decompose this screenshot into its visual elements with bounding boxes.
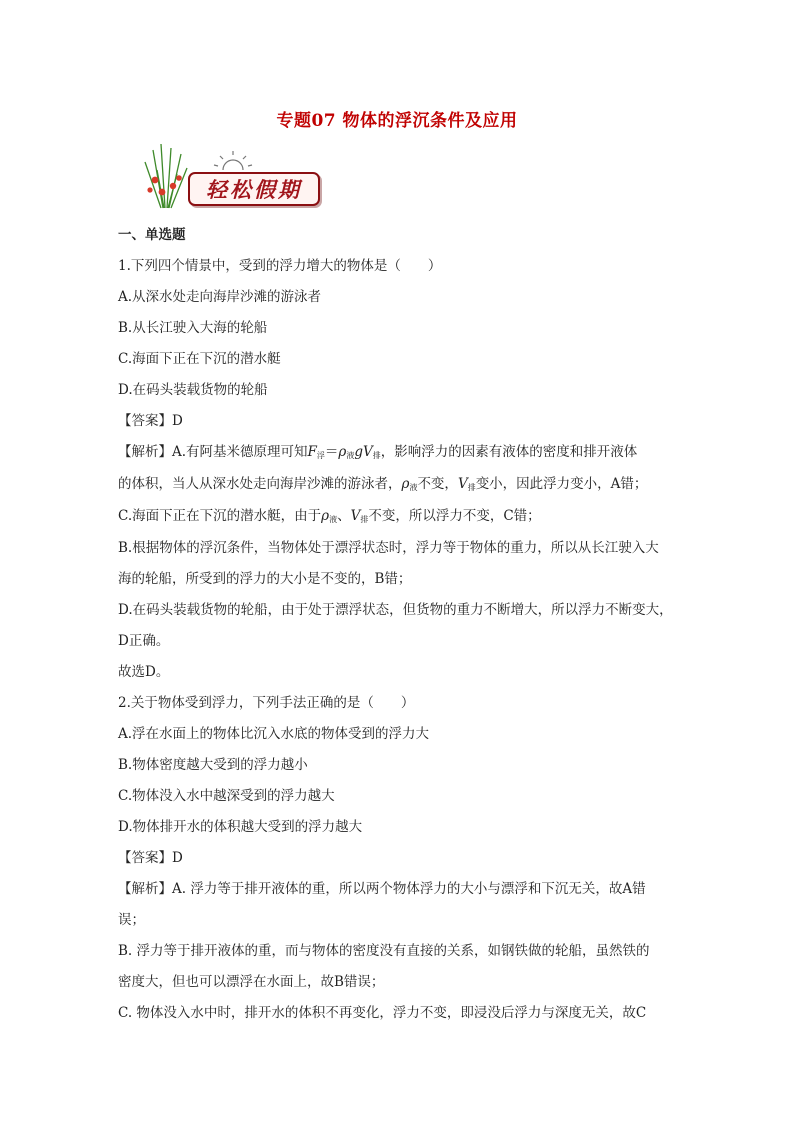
question-1-analysis-line: D正确。 bbox=[118, 633, 170, 649]
question-1-option-a: A.从深水处走向海岸沙滩的游泳者 bbox=[118, 289, 322, 305]
question-1-option-d: D.在码头装载货物的轮船 bbox=[118, 382, 268, 398]
question-2-option-d: D.物体排开水的体积越大受到的浮力越大 bbox=[118, 819, 363, 835]
holiday-banner: 轻松假期 bbox=[188, 172, 320, 206]
question-1-option-b: B.从长江驶入大海的轮船 bbox=[118, 320, 268, 336]
question-2-option-c: C.物体没入水中越深受到的浮力越大 bbox=[118, 788, 335, 804]
question-1-option-c: C.海面下正在下沉的潜水艇 bbox=[118, 351, 281, 367]
question-1-analysis-line: D.在码头装载货物的轮船，由于处于漂浮状态，但货物的重力不断增大，所以浮力不断变大， bbox=[118, 602, 673, 618]
question-2-analysis-line: B. 浮力等于排开液体的重，而与物体的密度没有直接的关系，如钢铁做的轮船，虽然铁的 bbox=[118, 943, 650, 959]
section-heading: 一、单选题 bbox=[118, 227, 186, 243]
question-1-analysis-line: 的体积，当人从深水处走向海岸沙滩的游泳者，ρ液不变，V排变小，因此浮力变小，A错； bbox=[118, 476, 648, 492]
question-2-analysis-line: C. 物体没入水中时，排开水的体积不再变化，浮力不变，即浸没后浮力与深度无关，故C bbox=[118, 1005, 647, 1021]
question-1-answer: 【答案】D bbox=[118, 413, 183, 429]
question-2-analysis-line: 密度大，但也可以漂浮在水面上，故B错误； bbox=[118, 974, 385, 990]
question-1-analysis-line: C.海面下正在下沉的潜水艇，由于ρ液、V排不变，所以浮力不变，C错； bbox=[118, 508, 541, 524]
question-2-analysis-line: 【解析】A. 浮力等于排开液体的重，所以两个物体浮力的大小与漂浮和下沉无关，故A错 bbox=[118, 881, 646, 897]
question-content bbox=[118, 220, 674, 1029]
question-2-stem: 2.关于物体受到浮力，下列手法正确的是（ ） bbox=[118, 695, 415, 711]
question-1-analysis-line: 海的轮船，所受到的浮力的大小是不变的，B错； bbox=[118, 571, 412, 587]
question-2-option-b: B.物体密度越大受到的浮力越小 bbox=[118, 757, 308, 773]
question-1-analysis-line: B.根据物体的浮沉条件，当物体处于漂浮状态时，浮力等于物体的重力，所以从长江驶入大 bbox=[118, 540, 659, 556]
question-2-answer: 【答案】D bbox=[118, 850, 183, 866]
question-2-option-a: A.浮在水面上的物体比沉入水底的物体受到的浮力大 bbox=[118, 726, 430, 742]
question-1-stem: 1.下列四个情景中，受到的浮力增大的物体是（ ） bbox=[118, 258, 442, 274]
question-2-analysis-line: 误； bbox=[118, 912, 145, 928]
question-1-conclusion: 故选D。 bbox=[118, 664, 170, 680]
page-title: 专题07 物体的浮沉条件及应用 bbox=[276, 111, 518, 131]
question-1-analysis-line: 【解析】A.有阿基米德原理可知F浮＝ρ液gV排，影响浮力的因素有液体的密度和排开液体 bbox=[118, 444, 638, 460]
